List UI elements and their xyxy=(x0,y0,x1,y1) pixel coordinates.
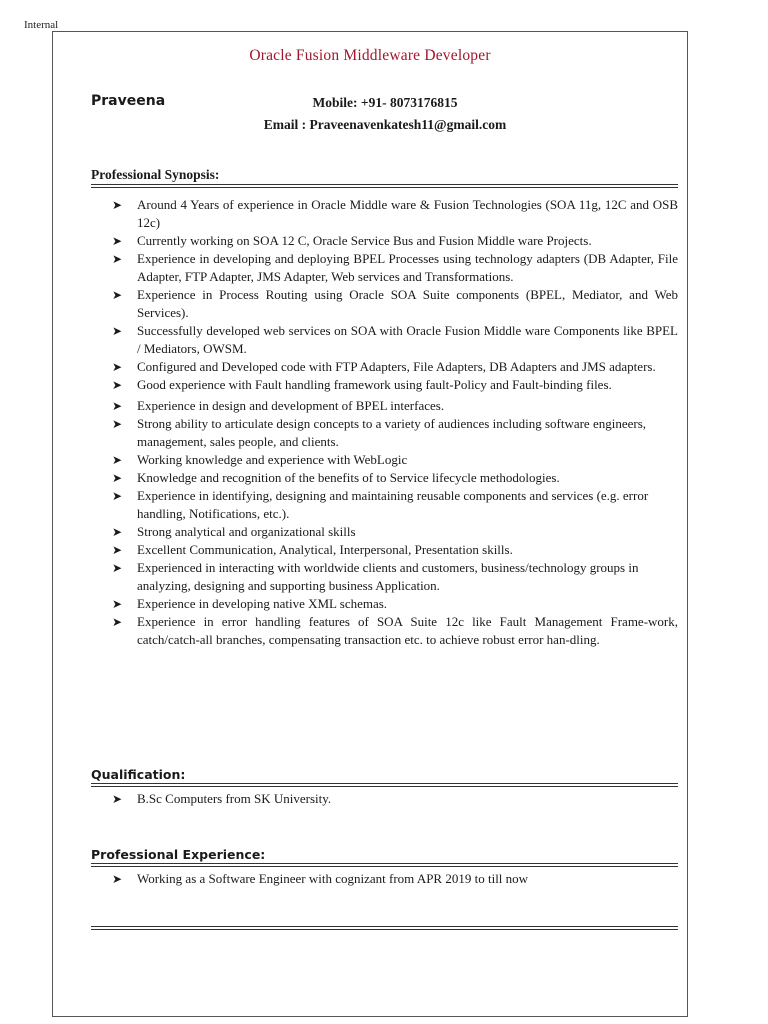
arrowhead-bullet-icon: ➤ xyxy=(112,417,123,431)
synopsis-item-text: Strong analytical and organizational skills xyxy=(137,524,356,539)
qualification-list xyxy=(112,790,678,808)
synopsis-item-text: Good experience with Fault handling framework using fault-Policy and Fault-binding files. xyxy=(137,377,612,392)
arrowhead-bullet-icon: ➤ xyxy=(112,198,123,212)
synopsis-item-text: Experience in design and development of BPEL interfaces. xyxy=(137,398,445,413)
synopsis-item-text: Experience in error handling features of SOA Suite 12c like Fault Management Frame-work, catch/catch-all branches, compensating transaction etc. to achieve robust error han-dling. xyxy=(137,614,678,647)
qualification-rule xyxy=(91,783,678,787)
arrowhead-bullet-icon: ➤ xyxy=(112,378,123,392)
experience-list xyxy=(112,870,678,888)
candidate-email: Email : Praveenavenkatesh11@gmail.com xyxy=(263,117,507,132)
experience-item xyxy=(112,870,678,888)
arrowhead-bullet-icon: ➤ xyxy=(112,561,123,575)
closing-rule xyxy=(91,926,678,930)
arrowhead-bullet-icon: ➤ xyxy=(112,252,123,266)
arrowhead-bullet-icon: ➤ xyxy=(112,615,123,629)
candidate-mobile: Mobile: +91- 8073176815 xyxy=(312,95,458,110)
synopsis-item xyxy=(112,286,678,322)
synopsis-item xyxy=(112,358,678,376)
synopsis-item-text: Strong ability to articulate design concepts to a variety of audiences including software engineers, management, sales people, and clients. xyxy=(137,416,647,449)
arrowhead-bullet-icon: ➤ xyxy=(112,489,123,503)
synopsis-item xyxy=(112,559,678,595)
internal-label: Internal xyxy=(24,19,59,31)
arrowhead-bullet-icon: ➤ xyxy=(112,792,123,806)
synopsis-item xyxy=(112,595,678,613)
synopsis-item xyxy=(112,415,678,451)
experience-heading: Professional Experience: xyxy=(91,847,266,862)
synopsis-item xyxy=(112,451,678,469)
synopsis-item-text: Configured and Developed code with FTP Adapters, File Adapters, DB Adapters and JMS adapters. xyxy=(137,359,656,374)
synopsis-item xyxy=(112,250,678,286)
synopsis-item xyxy=(112,196,678,232)
qualification-item xyxy=(112,790,678,808)
synopsis-item xyxy=(112,397,678,415)
document-title: Oracle Fusion Middleware Developer xyxy=(249,47,491,64)
synopsis-item-text: Excellent Communication, Analytical, Interpersonal, Presentation skills. xyxy=(137,542,513,557)
arrowhead-bullet-icon: ➤ xyxy=(112,453,123,467)
experience-rule xyxy=(91,863,678,867)
synopsis-item xyxy=(112,322,678,358)
synopsis-item xyxy=(112,487,678,523)
synopsis-item xyxy=(112,376,678,394)
arrowhead-bullet-icon: ➤ xyxy=(112,234,123,248)
synopsis-list xyxy=(112,196,678,649)
arrowhead-bullet-icon: ➤ xyxy=(112,872,123,886)
synopsis-item-text: Successfully developed web services on SOA with Oracle Fusion Middle ware Components like BPEL / Mediators, OWSM. xyxy=(137,323,678,356)
synopsis-item-text: Experienced in interacting with worldwide clients and customers, business/technology groups in analyzing, designing and supporting business Application. xyxy=(137,560,639,593)
qualification-heading: Qualification: xyxy=(91,767,186,782)
arrowhead-bullet-icon: ➤ xyxy=(112,525,123,539)
synopsis-item-text: Experience in developing and deploying BPEL Processes using technology adapters (DB Adapter, File Adapter, FTP Adapter, JMS Adapter, Web services and Transformations. xyxy=(137,251,678,284)
arrowhead-bullet-icon: ➤ xyxy=(112,597,123,611)
synopsis-item-text: Knowledge and recognition of the benefits of to Service lifecycle methodologies. xyxy=(137,470,560,485)
arrowhead-bullet-icon: ➤ xyxy=(112,360,123,374)
synopsis-item xyxy=(112,613,678,649)
experience-item-text: Working as a Software Engineer with cognizant from APR 2019 to till now xyxy=(137,871,529,886)
arrowhead-bullet-icon: ➤ xyxy=(112,324,123,338)
qualification-item-text: B.Sc Computers from SK University. xyxy=(137,791,332,806)
synopsis-item-text: Experience in identifying, designing and maintaining reusable components and services (e.g. error handling, Notifications, etc.). xyxy=(137,488,649,521)
synopsis-item xyxy=(112,469,678,487)
synopsis-item xyxy=(112,232,678,250)
synopsis-item-text: Experience in developing native XML schemas. xyxy=(137,596,388,611)
synopsis-item-text: Around 4 Years of experience in Oracle Middle ware & Fusion Technologies (SOA 11g, 12C and OSB 12c) xyxy=(137,197,678,230)
synopsis-rule xyxy=(91,184,678,188)
synopsis-item-text: Currently working on SOA 12 C, Oracle Service Bus and Fusion Middle ware Projects. xyxy=(137,233,592,248)
synopsis-item-text: Experience in Process Routing using Oracle SOA Suite components (BPEL, Mediator, and Web Services). xyxy=(137,287,678,320)
arrowhead-bullet-icon: ➤ xyxy=(112,288,123,302)
candidate-name: Praveena xyxy=(91,93,166,109)
synopsis-item xyxy=(112,541,678,559)
arrowhead-bullet-icon: ➤ xyxy=(112,399,123,413)
synopsis-item-text: Working knowledge and experience with WebLogic xyxy=(137,452,408,467)
arrowhead-bullet-icon: ➤ xyxy=(112,471,123,485)
arrowhead-bullet-icon: ➤ xyxy=(112,543,123,557)
synopsis-heading: Professional Synopsis: xyxy=(91,167,220,182)
synopsis-item xyxy=(112,523,678,541)
